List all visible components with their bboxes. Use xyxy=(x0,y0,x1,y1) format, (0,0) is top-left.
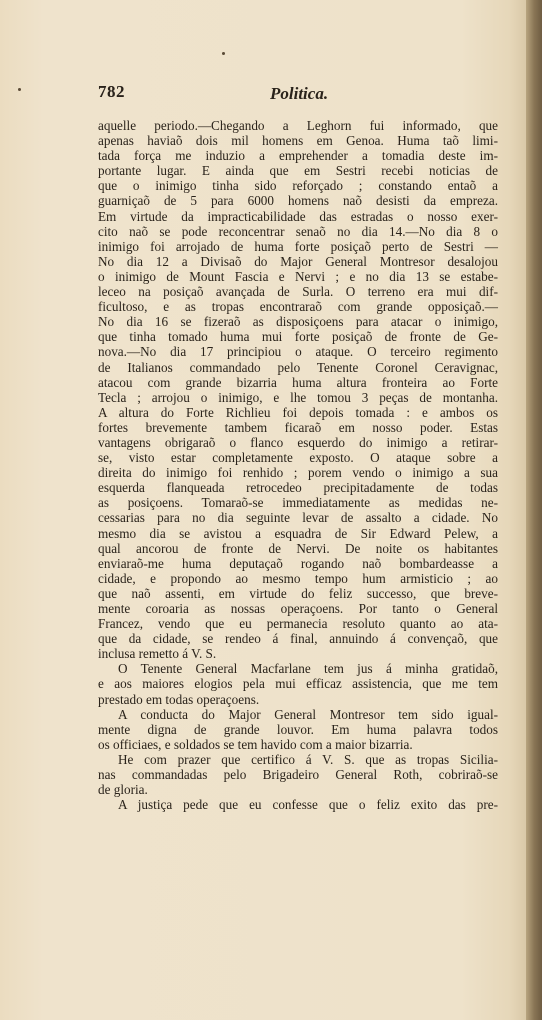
text-line: se, visto estar completamente exposto. O ataque sobre a xyxy=(98,450,498,466)
text-line: o inimigo de Mount Fascia e Nervi ; e no dia 13 se estabe- xyxy=(98,268,498,284)
text-line: de Italianos commandado pelo Tenente Coronel Ceravignac, xyxy=(98,359,498,375)
text-line: ficultoso, e as tropas encontraraõ com grande opposiçaõ.— xyxy=(98,299,498,315)
book-spine-shadow xyxy=(526,0,542,1020)
text-line: esquerda flanqueada retrocedeo precipitadamente de todas xyxy=(98,480,498,496)
text-line: cessarias para no dia seguinte levar de assalto a cidade. No xyxy=(98,510,498,526)
paragraph-start-line: He com prazer que certifico á V. S. que as tropas Sicilia- xyxy=(118,751,498,767)
text-line: que o inimigo tinha sido reforçado ; constando entaõ a xyxy=(98,178,498,194)
paragraph-end-line: de gloria. xyxy=(98,782,148,798)
paragraph-end-line: os officiaes, e soldados se tem havido com a maior bizarria. xyxy=(98,736,413,752)
text-line: Em virtude da impracticabilidade das estradas o nosso exer- xyxy=(98,208,498,224)
text-line: que naõ assenti, em virtude do feliz successo, que breve- xyxy=(98,585,498,601)
text-line: qual ancorou de fronte de Nervi. De noite os habitantes xyxy=(98,540,498,556)
text-line: que tinha tomado huma mui forte posiçaõ de fronte de Ge- xyxy=(98,329,498,345)
paragraph-start-line: A justiça pede que eu confesse que o feliz exito das pre- xyxy=(118,797,498,813)
text-line: e aos maiores elogios pela mui efficaz assistencia, que me tem xyxy=(98,676,498,692)
text-line: que da cidade, se rendeo á final, annuindo á convençaõ, que xyxy=(98,631,498,647)
text-line: mente coroaria as nossas operaçoens. Por tanto o General xyxy=(98,601,498,616)
paragraph-end-line: prestado em todas operaçoens. xyxy=(98,691,260,707)
paragraph-end-line: inclusa remetto á V. S. xyxy=(98,646,217,662)
text-line: No dia 12 a Divisaõ do Major General Montresor desalojou xyxy=(98,253,498,269)
text-line: nova.—No dia 17 principiou o ataque. O terceiro regimento xyxy=(98,344,498,360)
text-line: portante lugar. E ainda que em Sestri recebi noticias de xyxy=(98,163,498,179)
text-line: guarniçaõ de 5 para 6000 homens naõ desisti da empreza. xyxy=(98,193,498,209)
text-line: as posiçoens. Tomaraõ-se immediatamente as medidas ne- xyxy=(98,495,498,511)
text-line: cito naõ se pode reconcentrar senaõ no dia 14.—No dia 8 o xyxy=(98,223,498,239)
text-line: mesmo dia se avistou a esquadra de Sir Edward Pelew, a xyxy=(98,525,498,541)
running-head: Politica. xyxy=(270,84,329,103)
text-line: Tecla ; arrojou o inimigo, e lhe tomou 3 peças de montanha. xyxy=(98,389,498,405)
text-line: fortes brevemente tambem ficaraõ em nosso poder. Estas xyxy=(98,419,498,435)
text-line: aquelle periodo.—Chegando a Leghorn fui informado, que xyxy=(98,118,498,133)
paragraph-start-line: A conducta do Major General Montresor tem sido igual- xyxy=(118,706,498,722)
text-line: tada força me induzio a emprehender a tomadia deste im- xyxy=(98,148,498,164)
text-line: A altura do Forte Richlieu foi depois tomada : e ambos os xyxy=(98,404,498,420)
text-line: enviaraõ-me huma deputaçaõ rogando naõ bombardeasse a xyxy=(98,555,498,571)
text-line: Francez, vendo que eu permanecia resoluto quanto ao ata- xyxy=(98,616,498,632)
text-line: apenas haviaõ dois mil homens em Genoa. Huma taõ limi- xyxy=(98,133,498,149)
text-line: atacou com grande bizarria huma altura fronteira ao Forte xyxy=(98,374,498,390)
text-line: mente digna de grande louvor. Em huma palavra todos xyxy=(98,721,498,737)
page-number: 782 xyxy=(98,82,125,101)
body-text xyxy=(98,118,498,812)
text-line: vantagens obrigaraõ o flanco esquerdo do inimigo a retirar- xyxy=(98,434,498,450)
ink-speck xyxy=(222,52,225,55)
paragraph-start-line: O Tenente General Macfarlane tem jus á minha gratidaõ, xyxy=(118,661,498,677)
text-line: direita do inimigo foi renhido ; porem vendo o inimigo a sua xyxy=(98,465,498,481)
text-line: leceo na posiçaõ avançada de Surla. O terreno era mui dif- xyxy=(98,284,498,300)
text-line: nas commandadas pelo Brigadeiro General Roth, cobriraõ-se xyxy=(98,767,498,783)
ink-speck xyxy=(18,88,21,91)
text-line: No dia 16 se fizeraõ as disposiçoens para atacar o inimigo, xyxy=(98,314,498,330)
text-line: cidade, e propondo ao mesmo tempo hum armisticio ; ao xyxy=(98,570,498,586)
text-line: inimigo foi arrojado de huma forte posiçaõ perto de Sestri — xyxy=(98,238,498,254)
